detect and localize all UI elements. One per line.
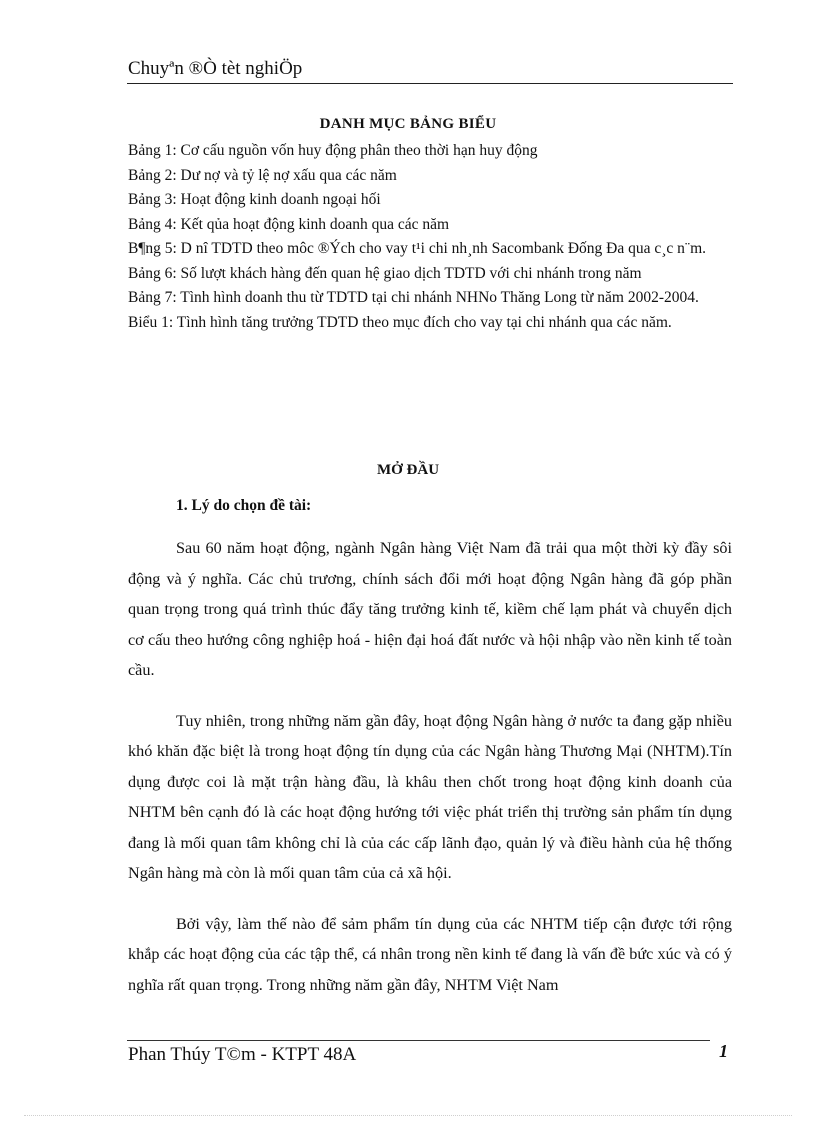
list-item: Bảng 6: Số lượt khách hàng đến quan hệ giao dịch TDTD với chi nhánh trong năm xyxy=(128,264,642,282)
list-item: Biểu 1: Tình hình tăng trưởng TDTD theo mục đích cho vay tại chi nhánh qua các năm. xyxy=(128,313,672,331)
list-item: Bảng 2: Dư nợ và tỷ lệ nợ xấu qua các năm xyxy=(128,166,397,184)
body-text xyxy=(128,533,732,1020)
page-edge-divider xyxy=(24,1115,792,1116)
paragraph: Sau 60 năm hoạt động, ngành Ngân hàng Việt Nam đã trải qua một thời kỳ đầy sôi động và ý nghĩa. Các chủ trương, chính sách đổi mới hoạt động Ngân hàng đã góp phần quan trọng trong quá trình thúc đẩy tăng trưởng kinh tế, kiềm chế lạm phát và chuyển dịch cơ cấu theo hướng công nghiệp hoá - hiện đại hoá đất nước và hội nhập vào nền kinh tế toàn cầu. xyxy=(128,539,732,679)
list-item: Bảng 1: Cơ cấu nguồn vốn huy động phân theo thời hạn huy động xyxy=(128,142,538,159)
footer-author: Phan Thúy T©m - KTPT 48A xyxy=(128,1044,357,1065)
list-item: Bảng 4: Kết qủa hoạt động kinh doanh qua các năm xyxy=(128,215,450,233)
section-heading: 1. Lý do chọn đề tài: xyxy=(176,497,312,514)
list-of-tables-heading: DANH MỤC BẢNG BIỂU xyxy=(319,116,497,132)
header-title: Chuyªn ®Ò tèt nghiÖp xyxy=(128,58,303,79)
footer-rule xyxy=(127,1040,710,1041)
list-item: Bảng 7: Tình hình doanh thu từ TDTD tại chi nhánh NHNo Thăng Long từ năm 2002-2004. xyxy=(128,289,699,306)
introduction-heading: MỞ ĐẦU xyxy=(376,462,440,478)
paragraph: Bởi vậy, làm thế nào để sảm phẩm tín dụng của các NHTM tiếp cận được tới rộng khắp các hoạt động của các tập thể, cá nhân trong nền kinh tế đang là vấn đề bức xúc và có ý nghĩa rất quan trọng. Trong những năm gần đây, NHTM Việt Nam xyxy=(128,914,732,994)
paragraph: Tuy nhiên, trong những năm gần đây, hoạt động Ngân hàng ở nước ta đang gặp nhiều khó khăn đặc biệt là trong hoạt động tín dụng của các Ngân hàng Thương Mại (NHTM).Tín dụng được coi là mặt trận hàng đầu, là khâu then chốt trong hoạt động kinh doanh của NHTM bên cạnh đó là các hoạt động hướng tới việc phát triển thị trường sản phẩm tín dụng đang là mối quan tâm không chỉ là của các cấp lãnh đạo, quản lý và điều hành của hệ thống Ngân hàng mà còn là mối quan tâm của cả xã hội. xyxy=(128,711,732,882)
list-item: Bảng 3: Hoạt động kinh doanh ngoại hối xyxy=(128,191,381,208)
list-of-tables xyxy=(128,139,731,335)
list-item: B¶ng 5: D nî TDTD theo môc ®Ých cho vay t¹i chi nh¸nh Sacombank Đống Đa qua c¸c n¨m. xyxy=(128,240,707,257)
header-rule xyxy=(127,83,733,84)
page-number: 1 xyxy=(719,1041,728,1061)
